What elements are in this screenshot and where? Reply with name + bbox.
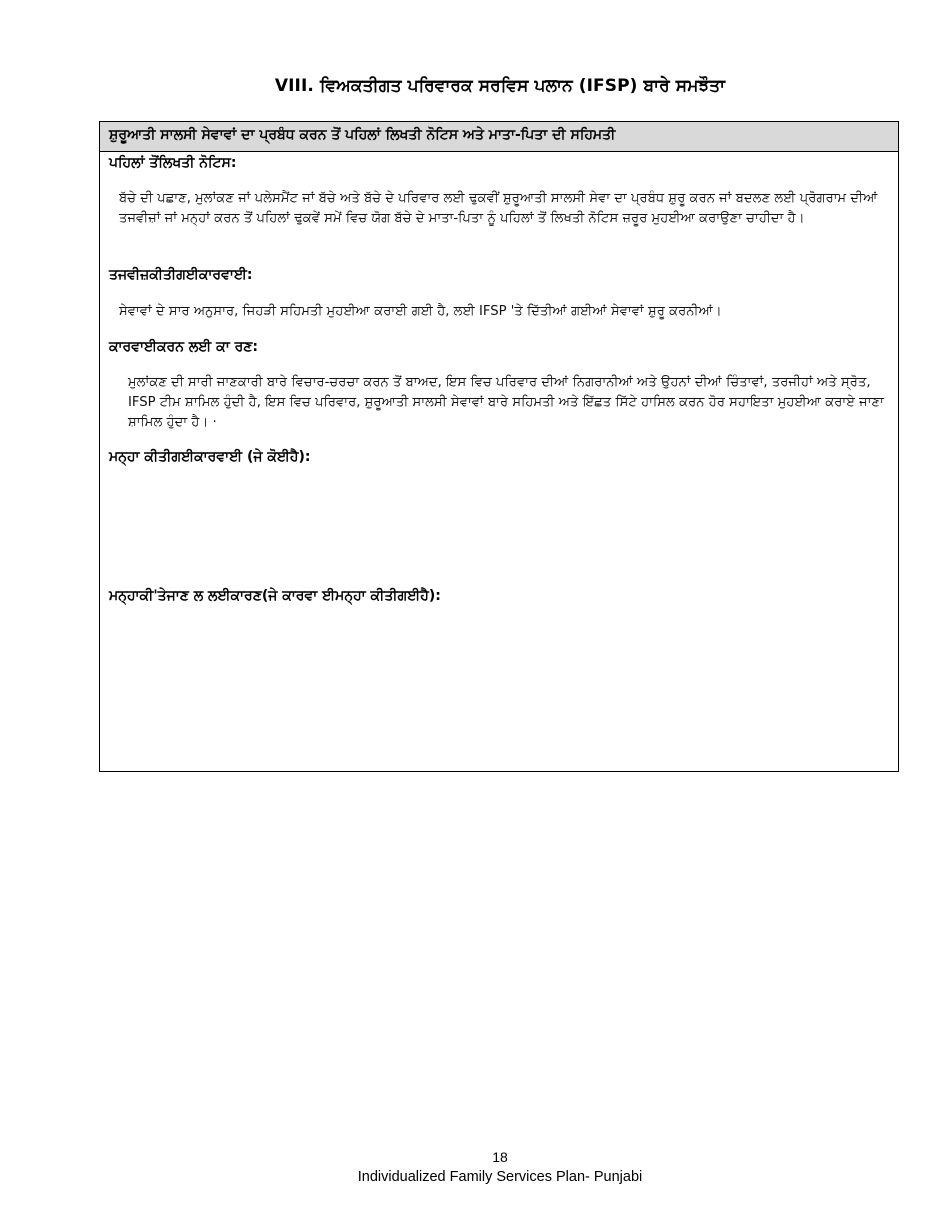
proposed-action-text: ਸੇਵਾਵਾਂ ਦੇ ਸਾਰ ਅਨੁਸਾਰ, ਜਿਹੜੀ ਸਹਿਮਤੀ ਮੁਹਈਆ ਕਰਾਈ ਗਈ ਹੈ, ਲਈ IFSP 'ਤੇ ਦਿੱਤੀਆਂ ਗਈਆਂ ਸੇਵਾਵਾਂ ਸ਼ੁਰੂ ਕਰਨੀਆਂ।	[119, 304, 722, 319]
reason-for-action-text: ਮੁਲਾਂਕਣ ਦੀ ਸਾਰੀ ਜਾਣਕਾਰੀ ਬਾਰੇ ਵਿਚਾਰ-ਚਰਚਾ ਕਰਨ ਤੋਂ ਬਾਅਦ, ਇਸ ਵਿਚ ਪਰਿਵਾਰ ਦੀਆਂ ਨਿਗਰਾਨੀਆਂ ਅਤੇ ਉਹਨਾਂ ਦੀਆਂ ਚਿੰਤਾਵਾਂ, ਤਰਜੀਹਾਂ ਅਤੇ ਸ੍ਰੋਤ, IFSP ਟੀਮ ਸ਼ਾਮਿਲ ਹੁੰਦੀ ਹੈ, ਇਸ ਵਿਚ ਪਰਿਵਾਰ, ਸ਼ੁਰੂਆਤੀ ਸਾਲਸੀ ਸੇਵਾਵਾਂ ਬਾਰੇ ਸਹਿਮਤੀ ਅਤੇ ਇੱਛਤ ਸਿੱਟੇ ਹਾਸਿਲ ਕਰਨ ਹੋਰ ਸਹਾਇਤਾ ਮੁਹਈਆ ਕਰਾਏ ਜਾਣਾ ਸ਼ਾਮਿਲ ਹੁੰਦਾ ਹੈ। ·	[128, 375, 884, 430]
prior-written-notice-heading: ਪਹਿਲਾਂ ਤੋਂਲਿਖਤੀ ਨੋਟਿਸ:	[109, 155, 237, 171]
proposed-action-heading: ਤਜਵੀਜ਼ਕੀਤੀਗਈਕਾਰਵਾਈ:	[109, 267, 253, 283]
form-header: ਸ਼ੁਰੂਆਤੀ ਸਾਲਸੀ ਸੇਵਾਵਾਂ ਦਾ ਪ੍ਰਬੰਧ ਕਰਨ ਤੋਂ ਪਹਿਲਾਂ ਲਿਖਤੀ ਨੋਟਿਸ ਅਤੇ ਮਾਤਾ-ਪਿਤਾ ਦੀ ਸਹਿਮਤੀ	[100, 122, 898, 152]
refusal-reason-heading: ਮਨ੍ਹਾਕੀ'ਤੇਜਾਣ ਲ ਲਈਕਾਰਣ(ਜੇ ਕਾਰਵਾ ਈਮਨ੍ਹਾ ਕੀਤੀਗਈਹੈ):	[109, 588, 441, 604]
reason-for-action-heading: ਕਾਰਵਾਈਕਰਨ ਲਈ ਕਾ ਰਣ:	[109, 339, 258, 355]
footer-document-name: Individualized Family Services Plan- Punjabi	[357, 1169, 643, 1185]
refused-action-heading: ਮਨ੍ਹਾ ਕੀਤੀਗਈਕਾਰਵਾਈ (ਜੇ ਕੋਈਹੈ):	[109, 449, 311, 465]
consent-form-box	[99, 121, 899, 772]
page-title: VIII. ਵਿਅਕਤੀਗਤ ਪਰਿਵਾਰਕ ਸਰਵਿਸ ਪਲਾਨ (IFSP) ਬਾਰੇ ਸਮਝੌਤਾ	[274, 76, 726, 96]
page-number: 18	[492, 1149, 508, 1165]
prior-written-notice-text: ਬੱਚੇ ਦੀ ਪਛਾਣ, ਮੁਲਾਂਕਣ ਜਾਂ ਪਲੇਸਮੈਂਟ ਜਾਂ ਬੱਚੇ ਅਤੇ ਬੱਚੇ ਦੇ ਪਰਿਵਾਰ ਲਈ ਢੁਕਵੀਂ ਸ਼ੁਰੂਆਤੀ ਸਾਲਸੀ ਸੇਵਾ ਦਾ ਪ੍ਰਬੰਧ ਸ਼ੁਰੂ ਕਰਨ ਜਾਂ ਬਦਲਣ ਲਈ ਪ੍ਰੋਗਰਾਮ ਦੀਆਂ ਤਜਵੀਜ਼ਾਂ ਜਾਂ ਮਨ੍ਹਾਂ ਕਰਨ ਤੋਂ ਪਹਿਲਾਂ ਢੁਕਵੇਂ ਸਮੇਂ ਵਿਚ ਯੋਗ ਬੱਚੇ ਦੇ ਮਾਤਾ-ਪਿਤਾ ਨੂੰ ਪਹਿਲਾਂ ਤੋਂ ਲਿਖਤੀ ਨੋਟਿਸ ਜ਼ਰੂਰ ਮੁਹਈਆ ਕਰਾਉਣਾ ਚਾਹੀਦਾ ਹੈ।	[119, 191, 878, 226]
